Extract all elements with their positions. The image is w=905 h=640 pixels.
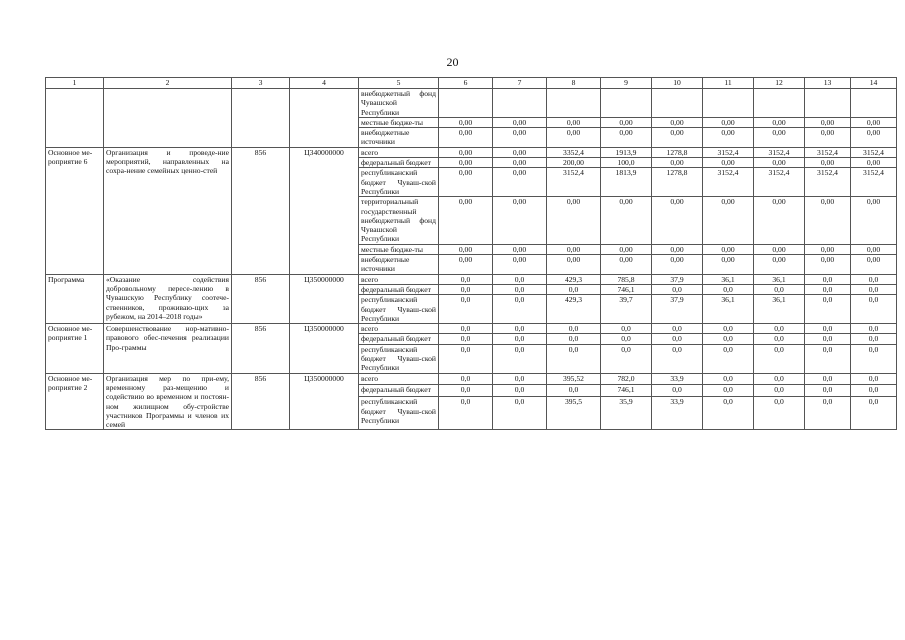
value-cell: 100,0 (601, 158, 652, 168)
value-cell: 0,00 (754, 255, 805, 275)
value-cell: 0,00 (439, 255, 493, 275)
value-cell: 35,9 (601, 397, 652, 430)
budget-table (45, 77, 897, 430)
value-cell: 0,0 (493, 334, 547, 344)
value-cell: 0,00 (851, 117, 897, 127)
value-cell: 0,0 (805, 295, 851, 324)
value-cell: 0,0 (805, 397, 851, 430)
column-number-header: 7 (493, 78, 547, 89)
column-number-header: 13 (805, 78, 851, 89)
value-cell: 0,00 (493, 168, 547, 197)
name-cell: «Оказание содействия добровольному пересе-лению в Чувашскую Республику соотече-ственников, проживаю-щих за рубежом, на 2014–2018 годы» (104, 274, 232, 323)
value-cell: 0,0 (851, 373, 897, 385)
value-cell: 3152,4 (703, 168, 754, 197)
column-number-header: 11 (703, 78, 754, 89)
value-cell: 0,0 (851, 397, 897, 430)
value-cell: 0,00 (547, 128, 601, 148)
value-cell: 0,00 (805, 197, 851, 244)
value-cell: 0,00 (703, 244, 754, 254)
value-cell: 0,0 (439, 344, 493, 373)
value-cell: 37,9 (652, 295, 703, 324)
funding-source-cell: республиканский бюджет Чуваш-ской Республики (359, 295, 439, 324)
funding-source-cell: федеральный бюджет (359, 385, 439, 397)
value-cell: 0,0 (851, 295, 897, 324)
value-cell: 0,00 (439, 197, 493, 244)
code-cell: Ц350000000 (290, 324, 359, 373)
funding-source-cell: внебюджетный фонд Чувашской Республики (359, 89, 439, 118)
value-cell (439, 89, 493, 118)
value-cell: 0,0 (805, 385, 851, 397)
value-cell: 0,0 (547, 324, 601, 334)
funding-source-cell: республиканский бюджет Чуваш-ской Республики (359, 397, 439, 430)
value-cell: 0,0 (652, 334, 703, 344)
grbs-cell (232, 89, 290, 148)
value-cell: 0,00 (493, 147, 547, 157)
value-cell: 0,0 (493, 295, 547, 324)
value-cell: 36,1 (754, 274, 805, 284)
value-cell: 0,0 (493, 385, 547, 397)
value-cell: 3152,4 (805, 168, 851, 197)
value-cell: 0,0 (493, 373, 547, 385)
value-cell: 36,1 (754, 295, 805, 324)
value-cell (703, 89, 754, 118)
grbs-cell: 856 (232, 373, 290, 430)
value-cell: 0,0 (439, 385, 493, 397)
value-cell: 0,00 (805, 255, 851, 275)
value-cell: 0,0 (493, 284, 547, 294)
value-cell: 0,00 (652, 244, 703, 254)
value-cell: 0,0 (439, 324, 493, 334)
value-cell: 746,1 (601, 284, 652, 294)
funding-source-cell: внебюджетные источники (359, 255, 439, 275)
value-cell: 3352,4 (547, 147, 601, 157)
funding-source-cell: всего (359, 274, 439, 284)
value-cell: 0,0 (652, 344, 703, 373)
value-cell: 0,00 (805, 128, 851, 148)
status-cell: Программа (46, 274, 104, 323)
value-cell: 200,00 (547, 158, 601, 168)
value-cell: 0,00 (851, 128, 897, 148)
value-cell: 0,0 (703, 385, 754, 397)
value-cell: 0,00 (652, 117, 703, 127)
value-cell: 782,0 (601, 373, 652, 385)
value-cell: 0,00 (601, 244, 652, 254)
value-cell: 429,3 (547, 295, 601, 324)
value-cell: 0,0 (703, 324, 754, 334)
value-cell (547, 89, 601, 118)
value-cell: 0,00 (754, 197, 805, 244)
value-cell: 0,0 (439, 274, 493, 284)
column-number-header: 6 (439, 78, 493, 89)
value-cell: 0,00 (703, 117, 754, 127)
status-cell: Основное ме-роприятие 2 (46, 373, 104, 430)
column-number-header: 3 (232, 78, 290, 89)
value-cell: 3152,4 (851, 147, 897, 157)
grbs-cell: 856 (232, 147, 290, 274)
value-cell: 0,0 (439, 284, 493, 294)
status-cell: Основное ме-роприятие 1 (46, 324, 104, 373)
value-cell: 0,00 (703, 128, 754, 148)
value-cell: 746,1 (601, 385, 652, 397)
value-cell: 0,00 (601, 255, 652, 275)
column-number-header: 12 (754, 78, 805, 89)
value-cell: 0,0 (754, 324, 805, 334)
value-cell: 0,00 (851, 255, 897, 275)
value-cell: 0,0 (601, 334, 652, 344)
value-cell: 1913,9 (601, 147, 652, 157)
value-cell: 0,0 (805, 373, 851, 385)
value-cell: 0,0 (703, 334, 754, 344)
value-cell: 0,0 (851, 324, 897, 334)
value-cell: 0,00 (439, 168, 493, 197)
value-cell: 0,0 (547, 284, 601, 294)
value-cell: 0,0 (754, 334, 805, 344)
value-cell: 0,00 (703, 255, 754, 275)
value-cell: 429,3 (547, 274, 601, 284)
value-cell (805, 89, 851, 118)
value-cell: 1278,8 (652, 147, 703, 157)
value-cell: 0,0 (652, 385, 703, 397)
column-number-header: 4 (290, 78, 359, 89)
code-cell: Ц350000000 (290, 274, 359, 323)
value-cell: 0,00 (805, 117, 851, 127)
value-cell (754, 89, 805, 118)
value-cell (851, 89, 897, 118)
value-cell: 0,0 (754, 385, 805, 397)
value-cell: 0,00 (439, 244, 493, 254)
value-cell: 0,00 (601, 197, 652, 244)
value-cell: 0,0 (601, 324, 652, 334)
status-cell: Основное ме-роприятие 6 (46, 147, 104, 274)
value-cell: 0,0 (652, 284, 703, 294)
funding-source-cell: республиканский бюджет Чуваш-ской Республики (359, 168, 439, 197)
value-cell: 1278,8 (652, 168, 703, 197)
value-cell: 3152,4 (754, 147, 805, 157)
value-cell (493, 89, 547, 118)
value-cell: 0,00 (805, 158, 851, 168)
value-cell: 0,00 (703, 197, 754, 244)
value-cell: 0,00 (493, 197, 547, 244)
page-number: 20 (446, 55, 459, 69)
value-cell: 0,0 (493, 324, 547, 334)
column-number-header: 9 (601, 78, 652, 89)
value-cell: 0,00 (652, 128, 703, 148)
value-cell: 0,0 (547, 344, 601, 373)
value-cell: 0,00 (754, 158, 805, 168)
value-cell: 0,0 (439, 334, 493, 344)
value-cell: 0,00 (547, 255, 601, 275)
value-cell: 33,9 (652, 373, 703, 385)
table-row (46, 147, 897, 157)
value-cell: 0,00 (652, 197, 703, 244)
value-cell: 0,0 (439, 397, 493, 430)
value-cell: 3152,4 (754, 168, 805, 197)
value-cell: 0,0 (493, 397, 547, 430)
value-cell: 0,0 (805, 334, 851, 344)
column-number-header: 10 (652, 78, 703, 89)
value-cell: 0,00 (652, 255, 703, 275)
value-cell (601, 89, 652, 118)
grbs-cell: 856 (232, 324, 290, 373)
value-cell: 0,00 (851, 158, 897, 168)
value-cell: 39,7 (601, 295, 652, 324)
column-number-header: 8 (547, 78, 601, 89)
value-cell: 0,0 (439, 295, 493, 324)
status-cell (46, 89, 104, 148)
value-cell: 0,0 (703, 373, 754, 385)
value-cell: 3152,4 (547, 168, 601, 197)
value-cell: 0,0 (601, 344, 652, 373)
value-cell: 3152,4 (805, 147, 851, 157)
value-cell: 0,0 (703, 344, 754, 373)
column-number-row (46, 78, 897, 89)
name-cell: Организация и проведе-ние мероприятий, направленных на сохра-нение семейных ценно-стей (104, 147, 232, 274)
value-cell: 0,00 (547, 197, 601, 244)
funding-source-cell: местные бюдже-ты (359, 244, 439, 254)
table-row (46, 324, 897, 334)
value-cell: 0,0 (493, 344, 547, 373)
value-cell: 0,00 (652, 158, 703, 168)
table-row (46, 274, 897, 284)
value-cell: 0,00 (493, 158, 547, 168)
value-cell: 0,0 (851, 344, 897, 373)
value-cell: 395,52 (547, 373, 601, 385)
value-cell: 0,0 (851, 334, 897, 344)
funding-source-cell: всего (359, 373, 439, 385)
value-cell: 0,00 (493, 244, 547, 254)
value-cell: 0,0 (754, 373, 805, 385)
value-cell: 0,0 (851, 274, 897, 284)
value-cell: 3152,4 (851, 168, 897, 197)
column-number-header: 14 (851, 78, 897, 89)
name-cell: Совершенствование нор-мативно-правового обес-печения реализации Про-граммы (104, 324, 232, 373)
name-cell: Организация мер по при-ему, временному раз-мещению и содействию во временном и постоян-ном жилищном обу-стройстве участников Программы и членов их семей (104, 373, 232, 430)
value-cell: 0,00 (601, 128, 652, 148)
value-cell: 0,0 (652, 324, 703, 334)
value-cell: 0,00 (439, 128, 493, 148)
value-cell: 0,00 (493, 128, 547, 148)
funding-source-cell: федеральный бюджет (359, 158, 439, 168)
value-cell: 0,00 (851, 197, 897, 244)
funding-source-cell: всего (359, 324, 439, 334)
value-cell: 0,0 (805, 284, 851, 294)
column-number-header: 1 (46, 78, 104, 89)
value-cell: 37,9 (652, 274, 703, 284)
value-cell: 785,8 (601, 274, 652, 284)
value-cell: 0,0 (754, 397, 805, 430)
column-number-header: 2 (104, 78, 232, 89)
value-cell: 0,0 (703, 397, 754, 430)
value-cell: 0,0 (754, 284, 805, 294)
value-cell: 0,0 (851, 284, 897, 294)
table-body (46, 89, 897, 430)
value-cell: 0,0 (851, 385, 897, 397)
value-cell: 0,0 (547, 334, 601, 344)
column-number-header: 5 (359, 78, 439, 89)
value-cell: 0,00 (754, 128, 805, 148)
value-cell: 0,0 (754, 344, 805, 373)
value-cell: 0,0 (547, 385, 601, 397)
value-cell: 0,00 (703, 158, 754, 168)
value-cell: 0,00 (601, 117, 652, 127)
value-cell (652, 89, 703, 118)
name-cell (104, 89, 232, 148)
funding-source-cell: местные бюдже-ты (359, 117, 439, 127)
funding-source-cell: федеральный бюджет (359, 334, 439, 344)
value-cell: 3152,4 (703, 147, 754, 157)
value-cell: 0,00 (439, 147, 493, 157)
value-cell: 0,0 (703, 284, 754, 294)
funding-source-cell: всего (359, 147, 439, 157)
code-cell: Ц340000000 (290, 147, 359, 274)
value-cell: 0,00 (493, 117, 547, 127)
value-cell: 0,0 (439, 373, 493, 385)
table-row (46, 373, 897, 385)
value-cell: 0,00 (547, 117, 601, 127)
value-cell: 0,00 (851, 244, 897, 254)
value-cell: 0,00 (493, 255, 547, 275)
value-cell: 0,0 (493, 274, 547, 284)
value-cell: 395,5 (547, 397, 601, 430)
funding-source-cell: федеральный бюджет (359, 284, 439, 294)
code-cell: Ц350000000 (290, 373, 359, 430)
value-cell: 0,00 (439, 117, 493, 127)
value-cell: 0,0 (805, 274, 851, 284)
value-cell: 0,00 (805, 244, 851, 254)
value-cell: 0,00 (439, 158, 493, 168)
value-cell: 33,9 (652, 397, 703, 430)
value-cell: 36,1 (703, 295, 754, 324)
table-row (46, 89, 897, 118)
value-cell: 0,0 (805, 324, 851, 334)
funding-source-cell: внебюджетные источники (359, 128, 439, 148)
value-cell: 0,0 (805, 344, 851, 373)
value-cell: 0,00 (754, 117, 805, 127)
code-cell (290, 89, 359, 148)
value-cell: 0,00 (754, 244, 805, 254)
grbs-cell: 856 (232, 274, 290, 323)
value-cell: 36,1 (703, 274, 754, 284)
value-cell: 0,00 (547, 244, 601, 254)
funding-source-cell: территориальный государственный внебюджетный фонд Чувашской Республики (359, 197, 439, 244)
value-cell: 1813,9 (601, 168, 652, 197)
funding-source-cell: республиканский бюджет Чуваш-ской Республики (359, 344, 439, 373)
